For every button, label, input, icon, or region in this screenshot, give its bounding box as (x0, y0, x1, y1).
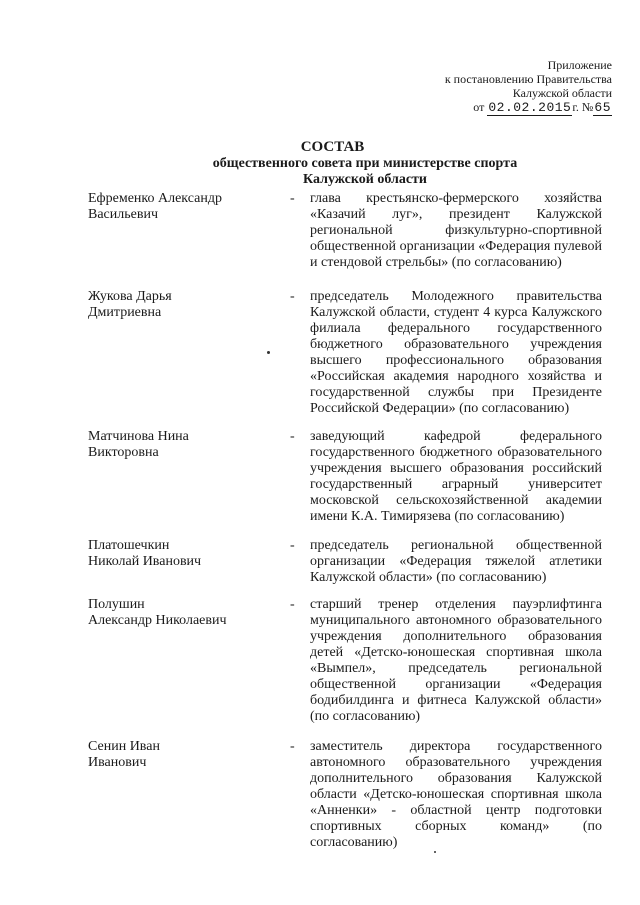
member-name-line-1: Сенин Иван (88, 739, 160, 754)
title-line-1: СОСТАВ (300, 139, 365, 155)
member-name-line-2: Васильевич (88, 207, 158, 222)
member-dash: - (290, 538, 295, 553)
member-name-line-1: Ефременко Александр (88, 191, 222, 206)
appendix-block (392, 58, 612, 115)
title-line-3: Калужской области (303, 172, 427, 187)
member-name-line-1: Жукова Дарья (88, 289, 172, 304)
scan-speck (267, 351, 270, 354)
appendix-line-1: Приложение (547, 58, 612, 72)
member-name-line-1: Матчинова Нина (88, 429, 189, 444)
date-prefix: от (473, 100, 485, 114)
member-dash: - (290, 191, 295, 206)
member-description: старший тренер отделения пауэрлифтинга муниципального автономного образовательного учреждения дополнительного образования детей «Детско-юношеская спортивная школа «Вымпел», председатель региональной общественной организации «Федерация бодибилдинга и фитнеса Калужской области» (по согласованию) (310, 597, 602, 724)
member-name (88, 739, 278, 771)
member-description: заместитель директора государственного автономного образовательного учреждения дополнительного образования Калужской области «Детско-юношеская спортивная школа «Анненки» - областной центр подготовки спортивных сборных команд» (по согласованию) (310, 739, 602, 850)
member-name-line-1: Платошечкин (88, 538, 170, 553)
member-name (88, 538, 278, 570)
member-name-line-2: Викторовна (88, 445, 159, 460)
member-dash: - (290, 739, 295, 754)
member-name-line-2: Александр Николаевич (88, 613, 227, 628)
member-name-line-1: Полушин (88, 597, 145, 612)
date-value: 02.02.2015 (488, 100, 572, 115)
appendix-line-2: к постановлению Правительства (444, 72, 612, 86)
member-name (88, 597, 278, 629)
member-name-line-2: Николай Иванович (88, 554, 202, 569)
appendix-date-line (392, 100, 612, 115)
member-description: председатель региональной общественной организации «Федерация тяжелой атлетики Калужской области» (по согласованию) (310, 538, 602, 585)
member-name (88, 191, 278, 223)
date-suffix: г. № (572, 100, 594, 114)
member-name-line-2: Иванович (88, 755, 147, 770)
scan-speck (434, 851, 436, 853)
member-description: председатель Молодежного правительства Калужской области, студент 4 курса Калужского филиала федерального государственного бюджетного образовательного учреждения высшего профессионального образования «Российская академия народного хозяйства и государственной службы при Президенте Российской Федерации» (по согласованию) (310, 289, 602, 416)
member-dash: - (290, 289, 295, 304)
number-value: 65 (594, 100, 611, 115)
document-title (0, 139, 640, 188)
member-dash: - (290, 597, 295, 612)
member-name (88, 289, 278, 321)
member-dash: - (290, 429, 295, 444)
member-name-line-2: Дмитриевна (88, 305, 162, 320)
member-name (88, 429, 278, 461)
title-line-2: общественного совета при министерстве спорта (212, 156, 518, 171)
member-description: заведующий кафедрой федерального государственного бюджетного образовательного учреждения высшего образования российский государственный аграрный университет московской сельскохозяйственной академии имени К.А. Тимирязева (по согласованию) (310, 429, 602, 524)
appendix-line-3: Калужской области (512, 86, 612, 100)
member-description: глава крестьянско-фермерского хозяйства «Казачий луг», президент Калужской региональной физкультурно-спортивной общественной организации «Федерация пулевой и стендовой стрельбы» (по согласованию) (310, 191, 602, 270)
